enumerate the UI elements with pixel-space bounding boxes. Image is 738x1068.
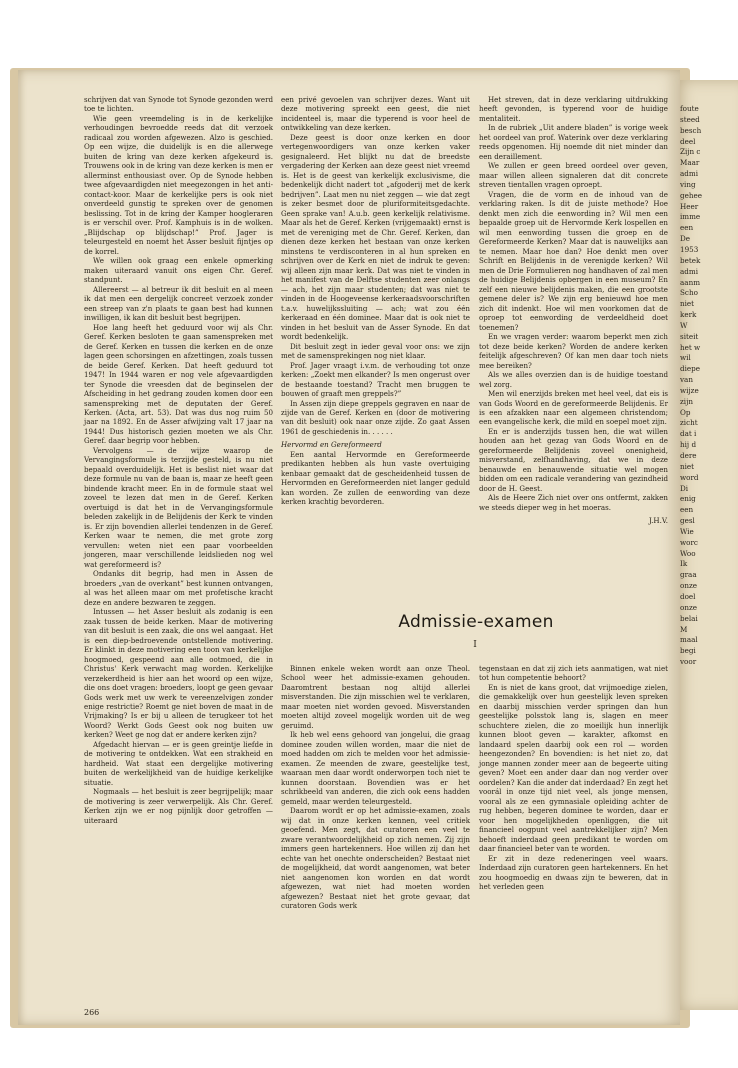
paragraph: Prof. Jager vraagt i.v.m. de verhouding tot onze kerken: „Zoekt men elkander? Is men ongerust over de bestaande toestand? Tracht men bruggen te bouwen of graaft men greppels?” [281,360,470,399]
paragraph: En we vragen verder: waarom beperkt men zich tot deze beide kerken? Worden de andere kerken feitelijk afgeschreven? Of kan men daar toch niets mee bereiken? [479,332,668,370]
text-fragment: van [680,375,693,385]
paragraph: schrijven dat van Synode tot Synode gezonden werd toe te lichten. [84,95,273,114]
paragraph: Dit besluit zegt in ieder geval voor ons: we zijn met de samensprekingen nog niet klaar. [281,341,470,361]
text-fragment: 1953 [680,244,699,254]
paragraph: In Assen zijn diepe greppels gegraven en naar de zijde van de Geref. Kerken en (door de motivering van dit besluit) ook naar onze zijde. Zo gaat Assen 1961 de geschiedenis in. . . . . . [281,398,470,436]
paragraph: Afgedacht hiervan — er is geen greintje liefde in de motivering te ontdekken. Wat een strakheid en hardheid. Wat staat een dergelijke motivering buiten de werkelijkheid van de huidige kerkelijke situatie. [84,739,273,787]
text-fragment: niet [680,299,695,309]
text-fragment: een [680,505,694,515]
text-fragment: betek [680,255,701,265]
paragraph: Ondanks dit begrip, had men in Assen de broeders „van de overkant” best kunnen ontvangen, al was het alleen maar om met profetische kracht deze en andere bezwaren te zeggen. [84,569,273,607]
text-fragment: Woo [680,548,696,558]
column-left [84,95,273,863]
text-fragment: enig [680,494,696,504]
text-fragment: niet [680,461,695,471]
right-page-fragment [672,80,738,1010]
page-number: 266 [84,1008,100,1017]
text-fragment: Scho [680,288,698,298]
paragraph: En is niet de kans groot, dat vrijmoedige zielen, die gemakkelijk over hun geestelijk leven spreken en daarbij misschien verder springen dan hun geestelijke polsstok lang is, slagen en meer schuchtere zielen, die zo moeilijk hun innerlijk kunnen bloot geven — karakter, afkomst en landaard spelen daarbij ook een rol — worden heengezonden? En bovendien: is het niet zo, dat jonge mannen zonder meer aan de begeerte uiting geven? Moet een ander daar dan nog verder over oordelen? Kan die ander dat inderdaad? En zegt het voorál in onze tijd niet veel, als jonge mensen, vooral als ze een gymnasiale opleiding achter de rug hebben, begeren dominee te worden, daar er voor hen mogelijkheden openliggen, die uit financieel oogpunt veel aantrekkelijker zijn? Men behoeft inderdaad geen predikant te worden om daar financieel beter van te worden. [479,682,668,854]
text-fragment: admi [680,169,699,179]
text-fragment: Ik [680,559,688,569]
text-fragment: wijze [680,385,699,395]
paragraph: We willen ook graag een enkele opmerking maken uiteraard vanuit ons eigen Chr. Geref. standpunt. [84,256,273,285]
article-column-left [281,664,470,1019]
text-fragment: een [680,223,694,233]
text-fragment: M [680,624,688,634]
text-fragment: deel [680,136,696,146]
text-fragment: Wie [680,526,694,536]
article-part-numeral: I [473,640,477,650]
text-fragment: ving [680,179,696,189]
paragraph: Intussen — het Asser besluit als zodanig is een zaak tussen de beide kerken. Maar de motivering van dit besluit is een zaak, die ons wel aangaat. Het is een diep-bedroevende ontstellende motivering. Er klinkt in deze motivering een toon van kerkelijke hoogmoed, gespeend aan alle ootmoed, die in Christus' Kerk verwacht mag worden. Kerkelijke verzekerdheid is hier aan het woord op een wijze, die ons doet vragen: broeders, loopt ge geen gevaar Gods werk met uw werk te vereenzelvigen zonder enige restrictie? Roemt ge niet boven de maat in de Vrijmaking? Is er bij u alleen de terugkeer tot het Woord? Werkt Gods Geest ook nog buiten uw kerken? Weet ge nog dat er andere kerken zijn? [84,607,273,740]
text-fragment: hij d [680,440,697,450]
text-fragment: foute [680,104,699,113]
text-fragment: imme [680,212,701,222]
text-fragment: gehee [680,190,702,200]
right-page-text [680,104,738,668]
paragraph: Als we alles overzien dan is de huidige toestand wel zorg. [479,370,668,389]
text-fragment: siteit [680,331,699,341]
text-fragment: Zijn c [680,147,701,157]
text-fragment: De [680,234,691,244]
paragraph: Binnen enkele weken wordt aan onze Theol. School weer het admissie-examen gehouden. Daaromtrent bestaan nog altijd allerlei misverstanden. Die zijn misschien wel te verklaren, maar moeten niet worden gevoed. Misverstanden moeten altijd zoveel mogelijk worden uit de weg geruimd. [281,664,470,730]
paragraph: En er is anderzijds tussen hen, die wat willen houden aan het gezag van Gods Woord en de gereformeerde Belijdenis zoveel onenigheid, misverstand, zelfhandhaving, dat we in deze benauwde en benauwende situatie wel mogen bidden om een radicale verandering van gezindheid door de H. Geest. [479,426,668,493]
text-fragment: worc [680,537,698,547]
text-fragment: Op [680,407,691,417]
text-fragment: onze [680,581,697,591]
text-fragment: wil [680,353,691,363]
text-fragment: doel [680,591,696,601]
section-heading: Hervormd en Gereformeerd [281,440,382,450]
paragraph: Men wil enerzijds breken met heel veel, dat eis is van Gods Woord en de gereformeerde Belijdenis. Er is een afzakken naar een algemeen christendom; een evangelische kerk, die mild en soepel moet zijn. [479,389,668,427]
column-right [479,95,668,575]
text-fragment: graa [680,570,697,580]
paragraph: Hoe lang heeft het geduurd voor wij als Chr. Geref. Kerken besloten te gaan samenspreken met de Geref. Kerken en tussen die kerken en de onze lagen geen schorsingen en afzettingen, zoals tussen de beide Geref. Kerken. Dat heeft geduurd tot 1947! In 1944 waren er nog vele afgevaardigden ter Synode die vreesden dat de beginselen der Afscheiding in het gedrang zouden komen door een samenspreking met de deputaten der Geref. Kerken. (Acta, art. 53). Dat was dus nog ruim 50 jaar na 1892. En de Asser afwijzing valt 17 jaar na 1944! Dus historisch gezien moeten we als Chr. Geref. daar begrip voor hebben. [84,322,273,446]
text-fragment: belai [680,613,698,623]
paragraph: Er zit in deze redeneringen veel waars. Inderdaad zijn curatoren geen hartekenners. En het zou hoogmoedig en dwaas zijn te beweren, dat in het verleden geen [479,853,668,892]
text-fragment: admi [680,266,699,276]
text-fragment: Di [680,483,689,493]
text-fragment: onze [680,602,697,612]
paragraph: tegenstaan en dat zij zich iets aanmatigen, wat niet tot hun competentie behoort? [479,664,668,683]
paragraph: In de rubriek „Uit andere bladen” is vorige week het oordeel van prof. Waterink over deze verklaring reeds opgenomen. Hij noemde dit niet minder dan een deraillement. [479,123,668,161]
paragraph: een privé gevoelen van schrijver dezes. Want uit deze motivering spreekt een geest, die niet incidenteel is, maar die typerend is voor heel de ontwikkeling van deze kerken. [281,95,470,133]
paragraph: Daarom wordt er op het admissie-examen, zoals wij dat in onze kerken kennen, veel critiek geoefend. Men zegt, dat curatoren een veel te zware verantwoordelijkheid op zich nemen. Zij zijn immers geen hartekenners. Hoe willen zij dan het echte van het onechte onderscheiden? Bestaat niet de mogelijkheid, dat wordt aangenomen, wat beter niet aangenomen kon worden en dat wordt afgewezen, wat niet had moeten worden afgewezen? Bestaat niet het grote gevaar, dat curatoren Gods werk [281,806,470,911]
paragraph: Ik heb wel eens gehoord van jongelui, die graag dominee zouden willen worden, maar die niet de moed hadden om zich te melden voor het admissie-examen. Ze meenden de zware, geestelijke test, waaraan men daar wordt onderworpen toch niet te kunnen doorstaan. Bovendien was er het schrikbeeld van anderen, die zich ook eens hadden gemeld, maar werden teleurgesteld. [281,730,470,806]
paragraph: Nogmaals — het besluit is zeer begrijpelijk; maar de motivering is zeer verwerpelijk. Als Chr. Geref. Kerken zijn we er nog pijnlijk door getroffen — uiteraard [84,787,273,825]
paragraph: Het streven, dat in deze verklaring uitdrukking heeft gevonden, is typerend voor de huidige mentaliteit. [479,95,668,123]
text-fragment: voor [680,657,697,667]
text-fragment: diepe [680,364,701,374]
text-fragment: zicht [680,418,698,428]
author-signature: J.H.V. [648,516,668,526]
text-fragment: begi [680,646,696,656]
text-fragment: Maar [680,158,700,168]
paragraph: Een aantal Hervormde en Gereformeerde predikanten hebben als hun vaste overtuiging kenbaar gemaakt dat de gescheidenheid tussen de Hervormden en Gereformeerden niet langer geduld kan worden. Ze zullen de eenwording van deze kerken krachtig bevorderen. [281,449,470,507]
paragraph: Deze geest is door onze kerken en door vertegenwoordigers van onze kerken vaker gesignaleerd. Het blijkt nu dat de breedste vergadering der Kerken aan deze geest niet vreemd is. Het is de geest van kerkelijk exclusivisme, die bedenkelijk dicht nadert tot „afgoderij met de kerk bedrijven”. Laat men nu niet zeggen — wie dat zegt is zeker besmet door de pluriformiteitsgedachte. Geen sprake van! A.u.b. geen kerkelijk relativisme. Maar als het de Geref. Kerken (vrijgemaakt) ernst is met de vereniging met de Chr. Geref. Kerken, dan dienen deze kerken het bestaan van onze kerken minstens te verdisconteren in al hun spreken en schrijven over de Kerk en niet de indruk te geven: wij alleen zijn maar kerk. Dat was niet te vinden in het manifest van de Delftse studenten zeer onlangs — ach, het zijn maar studenten; dat was niet te vinden in de Hoogeveense kerkeraadsvoorschriften t.a.v. huwelijkssluiting — ach; wat zou één kerkeraad en één dominee. Maar dat is ook niet te vinden in het besluit van de Asser Synode. En dat wordt bedenkelijk. [281,132,470,342]
column-middle [281,95,470,545]
text-fragment: gesl [680,516,695,526]
text-fragment: dat i [680,429,697,439]
text-fragment: Heer [680,201,699,211]
text-fragment: word [680,472,699,482]
text-fragment: het w [680,342,701,352]
text-fragment: zijn [680,396,693,406]
text-fragment: steed [680,114,700,124]
paragraph: Wie geen vreemdeling is in de kerkelijke verhoudingen bevroedde reeds dat dit verzoek radicaal zou worden afgewezen. Alzo is geschied. Op een wijze, die duidelijk is en die allerwege buiten de kring van deze kerken afgekeurd is. Trouwens ook in de kring van deze kerken is men er allerminst enthousiast over. Op de Synode hebben twee afgevaardigden niet meegezongen in het anti-contact-koor. Maar de kerkelijke pers is ook niet onverdeeld gunstig te spreken over de genomen beslissing. Tot in de kring der Kamper hoogleraren is er verschil over. Prof. Kamphuis is in de wolken. „Blijdschap op blijdschap!” Prof. Jager is teleurgesteld en noemt het Asser besluit fijntjes op de korrel. [84,113,273,256]
text-fragment: maal [680,635,698,645]
paragraph: Als de Heere Zich niet over ons ontfermt, zakken we steeds dieper weg in het moeras. [479,493,668,512]
text-fragment: besch [680,125,702,135]
paragraph: We zullen er geen breed oordeel over geven, maar willen alleen signaleren dat dit concrete streven tientallen vragen oproept. [479,161,668,190]
text-fragment: aanm [680,277,701,287]
text-fragment: dere [680,451,697,460]
text-fragment: kerk [680,310,697,320]
paragraph: Vervolgens — de wijze waarop de Vervangingsformule is terzijde gesteld, is nu niet bepaald overduidelijk. Het is beslist niet waar dat deze formule nu van de baan is, maar ze heeft geen bindende kracht meer. En in de formule staat wel zoveel te lezen dat men in de Geref. Kerken overtuigd is dat het in de Vervangingsformule beleden zakelijk in de Belijdenis der Kerk te vinden is. Er zijn bovendien allerlei tendenzen in de Geref. Kerken waar te nemen, die met grote zorg vervullen: weten niet een paar voorbeelden jongeren, maar verschillende leidslieden nog wel wat gereformeerd is? [84,445,273,569]
paragraph: Allereerst — al betreur ik dit besluit en al meen ik dat men een dergelijk concreet verzoek zonder een streep van z'n plaats te gaan best had kunnen inwilligen, ik kan dit besluit best begrijpen. [84,284,273,323]
article-column-right [479,664,668,1019]
article-title: Admissie-examen [398,612,554,632]
text-fragment: W [680,320,688,330]
paragraph: Vragen, die de vorm en de inhoud van de verklaring raken. Is dit de juiste methode? Hoe denkt men zich die eenwording in? Wil men een bepaalde groep uit de Hervormde Kerk lospellen en wil men eenwording tussen die groep en de Gereformeerde Kerken? Maar dat is nauwelijks aan te nemen. Maar hoe dan? Hoe denkt men over Schrift en Belijdenis in de verenigde kerken? Wil men de Drie Formulieren nog handhaven of zal men de huidige Belijdenis opbergen in een museum? En zelf een nieuwe belijdenis maken, die een grootste gemene deler is? We zijn erg benieuwd hoe men zich dit indenkt. Hoe wil men voorkomen dat de oproep tot eenwording de verdeeldheid doet toenemen? [479,189,668,332]
